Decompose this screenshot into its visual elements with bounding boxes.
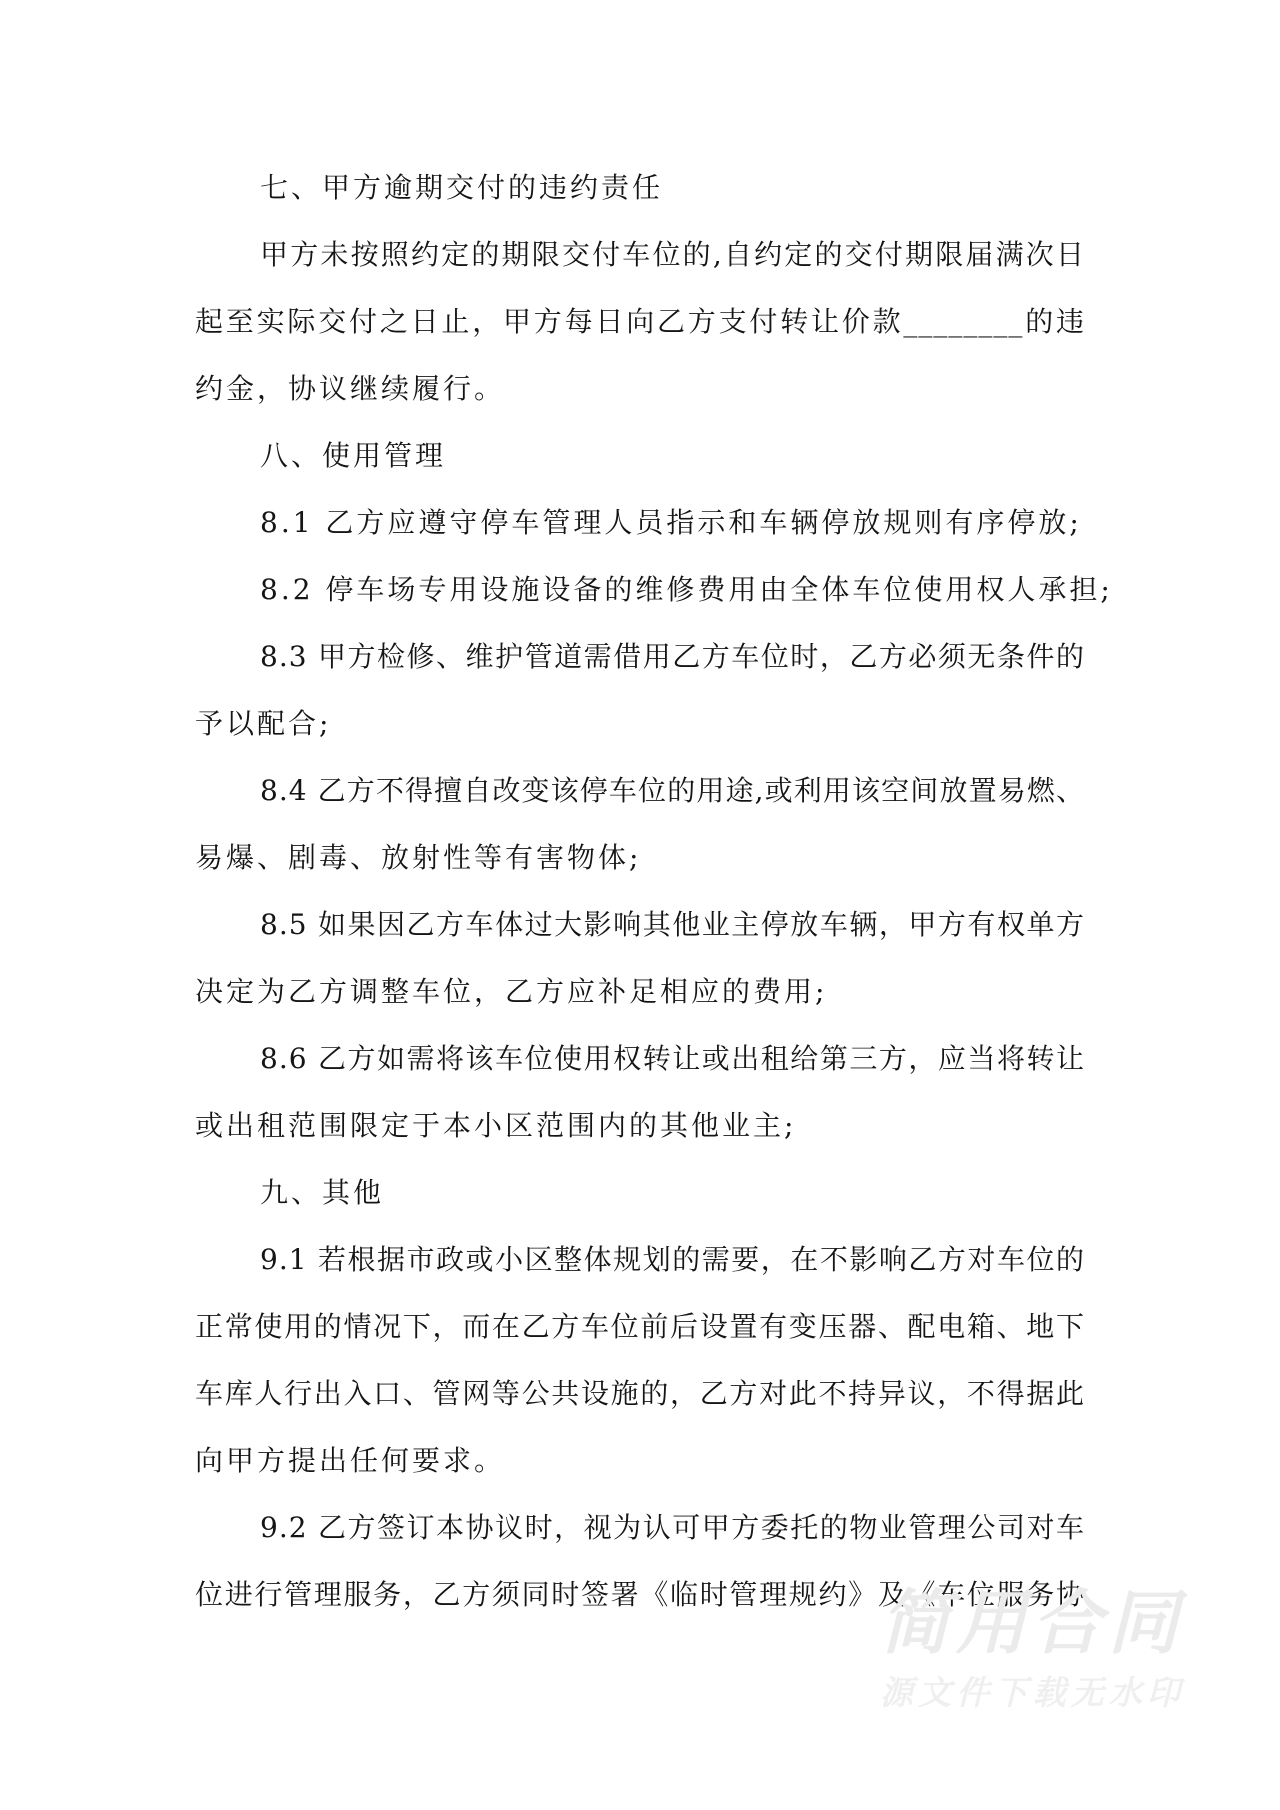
clause-8-2: 8.2 停车场专用设施设备的维修费用由全体车位使用权人承担; xyxy=(260,573,1113,606)
paragraph-line: 约金，协议继续履行。 xyxy=(195,372,506,405)
clause-8-4: 8.4 乙方不得擅自改变该停车位的用途,或利用该空间放置易燃、 xyxy=(260,774,1085,807)
clause-8-3: 8.3 甲方检修、维护管道需借用乙方车位时，乙方必须无条件的 xyxy=(260,640,1085,673)
watermark-title: 简用合同 xyxy=(880,1582,1180,1664)
clause-9-1: 9.1 若根据市政或小区整体规划的需要，在不影响乙方对车位的 xyxy=(260,1243,1085,1276)
section-heading-7: 七、甲方逾期交付的违约责任 xyxy=(260,171,664,204)
clause-8-1: 8.1 乙方应遵守停车管理人员指示和车辆停放规则有序停放; xyxy=(260,506,1082,539)
paragraph-line: 甲方未按照约定的期限交付车位的,自约定的交付期限届满次日 xyxy=(260,238,1085,271)
clause-8-5-cont: 决定为乙方调整车位，乙方应补足相应的费用; xyxy=(195,975,828,1008)
clause-9-2-cont: 位进行管理服务，乙方须同时签署《临时管理规约》及《车位服务协 xyxy=(195,1578,1085,1611)
section-heading-8: 八、使用管理 xyxy=(260,439,447,472)
clause-8-6-cont: 或出租范围限定于本小区范围内的其他业主; xyxy=(195,1109,797,1142)
section-heading-9: 九、其他 xyxy=(260,1176,385,1209)
clause-9-2: 9.2 乙方签订本协议时，视为认可甲方委托的物业管理公司对车 xyxy=(260,1511,1085,1544)
clause-8-3-cont: 予以配合; xyxy=(195,707,332,740)
clause-8-6: 8.6 乙方如需将该车位使用权转让或出租给第三方，应当将转让 xyxy=(260,1042,1085,1075)
clause-9-1-cont: 正常使用的情况下，而在乙方车位前后设置有变压器、配电箱、地下 xyxy=(195,1310,1085,1343)
clause-9-1-cont: 车库人行出入口、管网等公共设施的，乙方对此不持异议，不得据此 xyxy=(195,1377,1085,1410)
paragraph-line-with-blank: 起至实际交付之日止，甲方每日向乙方支付转让价款________的违 xyxy=(195,305,1085,338)
clause-8-5: 8.5 如果因乙方车体过大影响其他业主停放车辆，甲方有权单方 xyxy=(260,908,1085,941)
clause-9-1-cont: 向甲方提出任何要求。 xyxy=(195,1444,506,1477)
watermark-subtitle: 源文件下载无水印 xyxy=(880,1673,1180,1712)
clause-8-4-cont: 易爆、剧毒、放射性等有害物体; xyxy=(195,841,642,874)
contract-text xyxy=(195,154,1113,1628)
